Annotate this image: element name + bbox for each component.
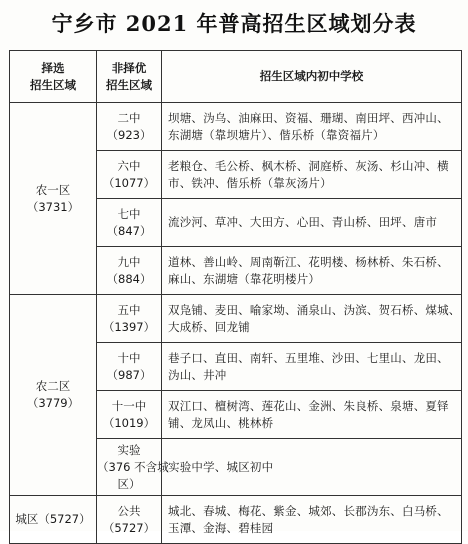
school-cell (97, 103, 162, 151)
table-row (10, 103, 462, 151)
table-row (10, 295, 462, 343)
middle-schools-line: 双凫铺、麦田、喻家坳、涌泉山、沩滨、贺石桥、煤城、 (168, 302, 461, 317)
middle-schools-line: 坝塘、沩乌、油麻田、资福、珊瑚、南田坪、西冲山、 (168, 110, 449, 125)
school-name: 十一中 (111, 398, 147, 413)
middle-schools-line: 市、铁冲、偕乐桥（靠灰汤片） (168, 175, 332, 190)
school-quota: （923） (106, 127, 152, 142)
school-quota: （987） (106, 367, 152, 382)
school-quota: （1077） (102, 175, 156, 190)
school-name: 十中 (117, 350, 141, 365)
school-name: 九中 (117, 254, 141, 269)
header-middle-schools: 招生区域内初中学校 (162, 51, 462, 103)
zone-cell (10, 295, 97, 496)
middle-schools-line: 巷子口、直田、南轩、五里堆、沙田、七里山、龙田、 (168, 350, 449, 365)
school-quota: （1019） (102, 415, 156, 430)
middle-schools-line: 道林、善山岭、周南靳江、花明楼、杨林桥、朱石桥、 (168, 254, 449, 269)
middle-schools-line: 城北、春城、梅花、紫金、城郊、长郡沩东、白马桥、 (168, 503, 449, 518)
middle-schools-line: 玉潭、金海、碧桂园 (168, 520, 274, 535)
school-quota: （5727） (102, 520, 156, 535)
middle-schools-line: 沩山、井冲 (168, 367, 227, 382)
middle-schools-cell (162, 247, 462, 295)
school-cell (97, 496, 162, 544)
school-name: 实验 (117, 442, 141, 457)
header-zone-line: 择选 (41, 60, 65, 75)
header-school (97, 51, 162, 103)
zone-quota: （3779） (26, 396, 80, 410)
school-name: 公共 (117, 503, 141, 518)
school-quota: （1397） (102, 319, 156, 334)
zone-table (9, 50, 462, 544)
table-row (10, 496, 462, 544)
school-cell (97, 295, 162, 343)
middle-schools-cell (162, 199, 462, 247)
middle-schools-line: 大成桥、回龙铺 (168, 319, 250, 334)
table-header-row (10, 51, 462, 103)
zone-quota: （3731） (26, 199, 80, 214)
middle-schools-line: 双江口、檀树湾、莲花山、金洲、朱良桥、泉塘、夏铎 (168, 398, 449, 413)
middle-schools-cell (162, 295, 462, 343)
header-zone (10, 51, 97, 103)
zone-name: 农二区 (35, 379, 71, 393)
middle-schools-cell (162, 103, 462, 151)
middle-schools-line: 铺、龙凤山、桃林桥 (168, 415, 274, 430)
header-school-line: 非择优 (111, 60, 147, 75)
school-name: 六中 (117, 158, 141, 173)
school-cell (97, 151, 162, 199)
school-cell (97, 343, 162, 391)
middle-schools-cell (162, 151, 462, 199)
middle-schools-cell (162, 439, 462, 496)
middle-schools-line: 麻山、东湖塘（靠花明楼片） (168, 271, 321, 286)
middle-schools-line: 实验中学、城区初中 (168, 459, 274, 474)
school-name: 七中 (117, 206, 141, 221)
page-title: 宁乡市 2021 年普高招生区域划分表 (51, 11, 417, 36)
school-quota: （847） (106, 223, 152, 238)
zone-cell (10, 496, 97, 544)
zone-name: 农一区 (35, 182, 71, 197)
middle-schools-line: 流沙河、草冲、大田方、心田、青山桥、田坪、唐市 (168, 215, 438, 229)
school-cell (97, 199, 162, 247)
zone-name: 城区（5727） (15, 512, 91, 526)
header-school-line: 招生区域 (106, 77, 152, 92)
school-name: 二中 (117, 110, 141, 125)
middle-schools-cell (162, 496, 462, 544)
school-quota: （884） (106, 271, 152, 286)
school-cell (97, 391, 162, 439)
school-quota: （376 不含城 (97, 459, 169, 474)
header-zone-line: 招生区域 (30, 77, 76, 92)
middle-schools-cell (162, 391, 462, 439)
school-name: 五中 (117, 302, 141, 317)
middle-schools-line: 老粮仓、毛公桥、枫木桥、洞庭桥、灰汤、杉山冲、横 (168, 158, 449, 173)
school-quota-continued: 区） (117, 476, 141, 491)
zone-cell (10, 103, 97, 295)
middle-schools-cell (162, 343, 462, 391)
school-cell (97, 439, 169, 496)
middle-schools-line: 东湖塘（靠坝塘片）、偕乐桥（靠资福片） (168, 127, 385, 142)
school-cell (97, 247, 162, 295)
